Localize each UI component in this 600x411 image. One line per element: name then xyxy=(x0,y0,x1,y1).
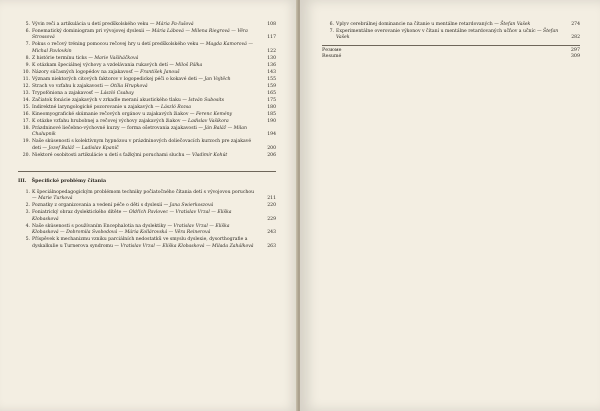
section-title: Špecifické problémy čítania xyxy=(31,178,107,185)
entry-title: Názory súčasných logopédov na zajakavosť — xyxy=(32,69,141,75)
entry-number: 20. xyxy=(22,152,30,158)
toc-right-list xyxy=(322,22,580,42)
entry-title: Trypofóniona a zajakavosť — xyxy=(32,90,101,96)
toc-entry[interactable] xyxy=(18,29,276,42)
entry-title: Indirektné laryngologické pozorovanie u zajakavých — xyxy=(32,104,162,110)
entry-authors: Vratislav Vrzal — Eliška Klobasková — Dobromila Svobodová — Mária Kollárovská — Věra Reinerová xyxy=(32,223,230,236)
section-heading xyxy=(18,171,276,184)
entry-number: 11. xyxy=(22,76,30,82)
entry-page: 243 xyxy=(267,230,276,236)
toc-entry[interactable] xyxy=(18,63,276,69)
entry-number: 1. xyxy=(25,190,30,196)
entry-page: 274 xyxy=(571,22,580,27)
toc-entry[interactable] xyxy=(18,77,276,83)
entry-title: Naše skúsenosti s kolektívnym hypnózou v prázdninových doliečovacích kurzoch pre zajakavé deti — xyxy=(32,139,252,151)
entry-page: 309 xyxy=(570,54,580,60)
entry-number: 9. xyxy=(25,62,30,68)
entry-title: Vývin reči a artikulácia u detí predškolského veku — xyxy=(32,22,156,27)
toc-entry[interactable] xyxy=(18,112,276,118)
toc-entry[interactable] xyxy=(18,84,276,90)
entry-authors: Jan Vojtěch xyxy=(204,76,231,82)
entry-authors: Vladimír Kohút xyxy=(192,152,228,158)
toc-entry[interactable] xyxy=(18,153,276,159)
entry-number: 2. xyxy=(25,203,30,209)
entry-authors: László Csabay xyxy=(100,90,134,96)
toc-entry[interactable] xyxy=(18,22,276,28)
section-number: III. xyxy=(18,178,27,185)
toc-entry[interactable] xyxy=(322,29,580,42)
entry-authors: Miloš Pálka xyxy=(175,62,203,68)
entry-number: 13. xyxy=(22,90,30,96)
entry-title: Strach vo vzťahu k zajakavosti — xyxy=(32,83,111,89)
entry-title: K otázke vzťahu hrubobnej a rečovej výchovy zajakavých žiakov — xyxy=(32,118,189,124)
entry-authors: Mária Lábová — Milena Riegrová — Věra Strossová xyxy=(32,29,248,41)
entry-number: 6. xyxy=(329,22,334,27)
entry-authors: László Rozsa xyxy=(161,104,192,110)
entry-authors: Ladislav Vašíkora xyxy=(188,118,229,124)
entry-page: 180 xyxy=(267,104,276,110)
toc-entry[interactable] xyxy=(18,203,276,209)
entry-authors: Ferenc Kemény xyxy=(195,111,233,117)
entry-page: 155 xyxy=(267,76,276,82)
entry-title: K otázkam špeciálnej výchovy a vzdelávania rukavých detí — xyxy=(32,62,176,68)
entry-authors: Mária Pa-ľušová xyxy=(155,22,194,27)
entry-title: Niektoré osobitosti artikulácie u detí s ťažkými poruchami sluchu — xyxy=(32,152,192,158)
entry-authors: Vratislav Vrzal — Eliška Klobasková — Milada Zahálková xyxy=(120,243,254,249)
entry-title: Pokus o rečový tréning pomocou rečovej hry u detí predškolského veku — xyxy=(32,42,206,48)
entry-title: K špeciálnopedagogickým problémom techniky počiatočného čítania detí s vývojovou poruchou — xyxy=(32,190,255,202)
entry-page: 200 xyxy=(267,145,276,151)
toc-entry[interactable] xyxy=(18,126,276,139)
entry-title: Význam niektorých citových faktorov v logopedickej péči o kokavé deti — xyxy=(32,76,205,82)
toc-entry[interactable] xyxy=(18,224,276,237)
entry-authors: Jozef Baláž — Ladislav Kpaníč xyxy=(48,145,119,151)
entry-title: Příspěvek k mechanizmu vzniku parciálních nedostatků ve smyslu dyslexie, dysorthografie a dyskalkulie u Turnerova syndromu — xyxy=(32,237,248,249)
toc-entry[interactable] xyxy=(18,119,276,125)
entry-number: 7. xyxy=(25,42,30,48)
entry-title: Foniatrický obraz dyslektického dítěte — xyxy=(32,210,129,216)
entry-page: 165 xyxy=(267,90,276,96)
entry-number: 12. xyxy=(22,83,30,89)
entry-page: 229 xyxy=(267,216,276,222)
entry-title: Prázdninové liečebno-výchovné kurzy — forma ošetrovania zajakavosti — xyxy=(32,125,205,131)
entry-page: 159 xyxy=(267,83,276,89)
entry-page: 185 xyxy=(267,111,276,117)
entry-number: 19. xyxy=(22,139,30,145)
entry-page: 206 xyxy=(267,152,276,158)
toc-entry[interactable] xyxy=(18,91,276,97)
entry-authors: Marie Turková xyxy=(38,196,73,202)
toc-entry[interactable] xyxy=(18,56,276,62)
entry-number: 7. xyxy=(329,29,334,34)
entry-page: 122 xyxy=(267,48,276,54)
entry-title: Experimentálne overovanie výkonov v čítaní u mentálne retardovaných učňov a učníc — xyxy=(336,29,544,34)
entry-number: 17. xyxy=(22,118,30,124)
toc-entry[interactable] xyxy=(18,190,276,203)
entry-authors: Štefan Vašek xyxy=(336,29,559,41)
entry-authors: István Subosits xyxy=(188,97,225,103)
toc-entry[interactable] xyxy=(18,105,276,111)
toc-entry[interactable] xyxy=(18,210,276,223)
entry-page: 194 xyxy=(267,132,276,138)
entry-title: Resumé xyxy=(322,54,342,60)
toc-entry[interactable] xyxy=(18,70,276,76)
entry-page: 175 xyxy=(267,97,276,103)
entry-number: 8. xyxy=(25,55,30,61)
entry-number: 3. xyxy=(25,210,30,216)
entry-page: 143 xyxy=(267,69,276,75)
right-page xyxy=(300,0,600,411)
entry-number: 4. xyxy=(25,223,30,229)
toc-right xyxy=(322,22,580,61)
left-page xyxy=(0,0,298,411)
entry-title: Vplyv cerebrálnej dominancie na čítanie u mentálne retardovaných — xyxy=(336,22,501,27)
toc-entry[interactable] xyxy=(18,42,276,55)
toc-entry[interactable] xyxy=(18,237,276,250)
entry-authors: František Janouš xyxy=(140,69,180,75)
entry-page: 282 xyxy=(571,35,580,41)
entry-page: 130 xyxy=(267,55,276,61)
entry-authors: Marie Vašiháčková xyxy=(94,55,139,61)
entry-number: 16. xyxy=(22,111,30,117)
entry-number: 14. xyxy=(22,97,30,103)
toc-entry[interactable] xyxy=(18,98,276,104)
entry-title: Резюме xyxy=(322,47,342,53)
toc-left xyxy=(18,22,276,251)
entry-number: 10. xyxy=(22,69,30,75)
entry-authors: Štefan Vašek xyxy=(500,22,531,27)
entry-title: Fonematický dominiogram pri vývojovej dyslexii — xyxy=(32,29,152,34)
entry-authors: Ján Baláž — Milan Chalupník xyxy=(32,125,247,138)
entry-page: 263 xyxy=(267,243,276,249)
entry-title: Poznatky z organizovania a vedení péče o děti s dyslexií — xyxy=(32,203,170,209)
entry-page: 220 xyxy=(267,203,276,209)
entry-authors: Jana Swierkoszová xyxy=(169,203,214,209)
entry-page: 190 xyxy=(267,118,276,124)
entry-page: 211 xyxy=(267,196,276,202)
entry-page: 117 xyxy=(267,35,276,41)
entry-number: 15. xyxy=(22,104,30,110)
entry-page: 108 xyxy=(267,22,276,27)
entry-title: Naše skúsenosti s používaním Encephalotia na dyslektiky — xyxy=(32,223,174,229)
toc-entry[interactable] xyxy=(322,22,580,28)
toc-left-list xyxy=(18,22,276,159)
entry-page: 297 xyxy=(570,47,580,53)
entry-title: Kineomyografické skúmanie rečových orgánov u zajakavých žiakov — xyxy=(32,111,196,117)
entry-number: 5. xyxy=(25,22,30,27)
toc-entry[interactable] xyxy=(18,139,276,152)
entry-number: 6. xyxy=(25,29,30,34)
toc-section-list xyxy=(18,190,276,250)
entry-title: Začiatok fonácie zajakavých v zrkadle meraní akustického tlaku — xyxy=(32,97,189,103)
entry-page: 136 xyxy=(267,62,276,68)
toc-entry-summary-fr[interactable] xyxy=(322,54,580,60)
entry-title: Z histórie termínu ticks — xyxy=(32,55,95,61)
entry-authors: Oldřich Pavlovec — Vratislav Vrzal — Eliška Klobasková xyxy=(32,210,232,222)
divider xyxy=(322,45,580,46)
entry-number: 5. xyxy=(25,237,30,243)
entry-authors: Magda Kamorová — Michal Pavlovkin xyxy=(32,42,253,54)
entry-number: 18. xyxy=(22,125,30,131)
entry-authors: Otília Hrupková xyxy=(110,83,148,89)
